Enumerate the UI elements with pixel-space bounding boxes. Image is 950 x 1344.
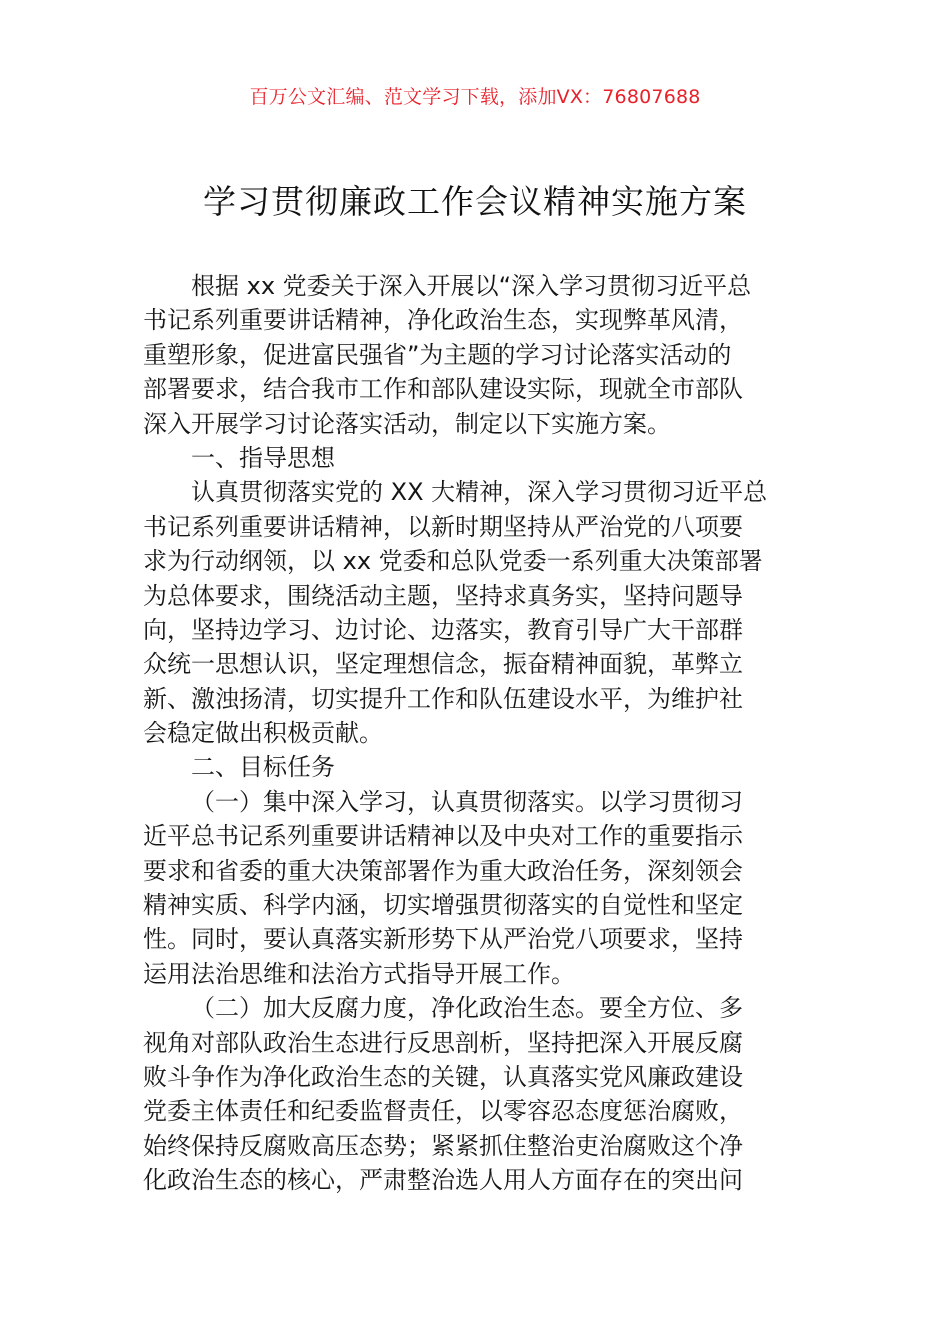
paragraph-line: （二）加大反腐力度，净化政治生态。要全方位、多 [191,994,743,1023]
paragraph-line: 始终保持反腐败高压态势；紧紧抓住整治吏治腐败这个净 [143,1131,743,1160]
paragraph-line: 会稳定做出积极贡献。 [143,719,383,748]
paragraph-line: 众统一思想认识，坚定理想信念，振奋精神面貌，革弊立 [143,650,743,679]
promo-banner: 百万公文汇编、范文学习下载，添加VX：76807688 [249,86,701,108]
paragraph-line: 书记系列重要讲话精神，净化政治生态，实现弊革风清， [143,306,743,335]
paragraph-line: 认真贯彻落实党的 XX 大精神，深入学习贯彻习近平总 [191,478,768,507]
paragraph-line: 近平总书记系列重要讲话精神以及中央对工作的重要指示 [143,822,743,851]
paragraph-line: 运用法治思维和法治方式指导开展工作。 [143,959,575,988]
paragraph-line: 为总体要求，围绕活动主题，坚持求真务实，坚持问题导 [143,581,743,610]
document-title: 学习贯彻廉政工作会议精神实施方案 [203,182,747,221]
paragraph-line: 向，坚持边学习、边讨论、边落实，教育引导广大干部群 [143,615,743,644]
paragraph-line: 精神实质、科学内涵，切实增强贯彻落实的自觉性和坚定 [143,891,743,920]
paragraph-line: 求为行动纲领，以 xx 党委和总队党委一系列重大决策部署 [143,547,763,576]
paragraph-line: 要求和省委的重大决策部署作为重大政治任务，深刻领会 [143,856,743,885]
paragraph-line: 根据 xx 党委关于深入开展以“深入学习贯彻习近平总 [191,272,752,300]
paragraph-line: 败斗争作为净化政治生态的关键，认真落实党风廉政建设 [143,1062,743,1091]
paragraph-line: 性。同时，要认真落实新形势下从严治党八项要求，坚持 [143,925,743,954]
section-heading: 一、指导思想 [191,443,335,472]
paragraph-line: 书记系列重要讲话精神，以新时期坚持从严治党的八项要 [143,512,743,541]
section-heading: 二、目标任务 [191,753,335,782]
paragraph-line: 化政治生态的核心，严肃整治选人用人方面存在的突出问 [143,1166,743,1195]
paragraph-line: 视角对部队政治生态进行反思剖析，坚持把深入开展反腐 [143,1028,743,1057]
paragraph-line: （一）集中深入学习，认真贯彻落实。以学习贯彻习 [191,787,743,816]
paragraph-line: 新、激浊扬清，切实提升工作和队伍建设水平，为维护社 [143,684,743,713]
document-body [143,269,806,1198]
paragraph-line: 深入开展学习讨论落实活动，制定以下实施方案。 [143,409,671,438]
paragraph-line: 重塑形象，促进富民强省”为主题的学习讨论落实活动的 [143,340,732,369]
paragraph-line: 部署要求，结合我市工作和部队建设实际，现就全市部队 [143,375,743,404]
paragraph-line: 党委主体责任和纪委监督责任，以零容忍态度惩治腐败， [143,1097,743,1126]
